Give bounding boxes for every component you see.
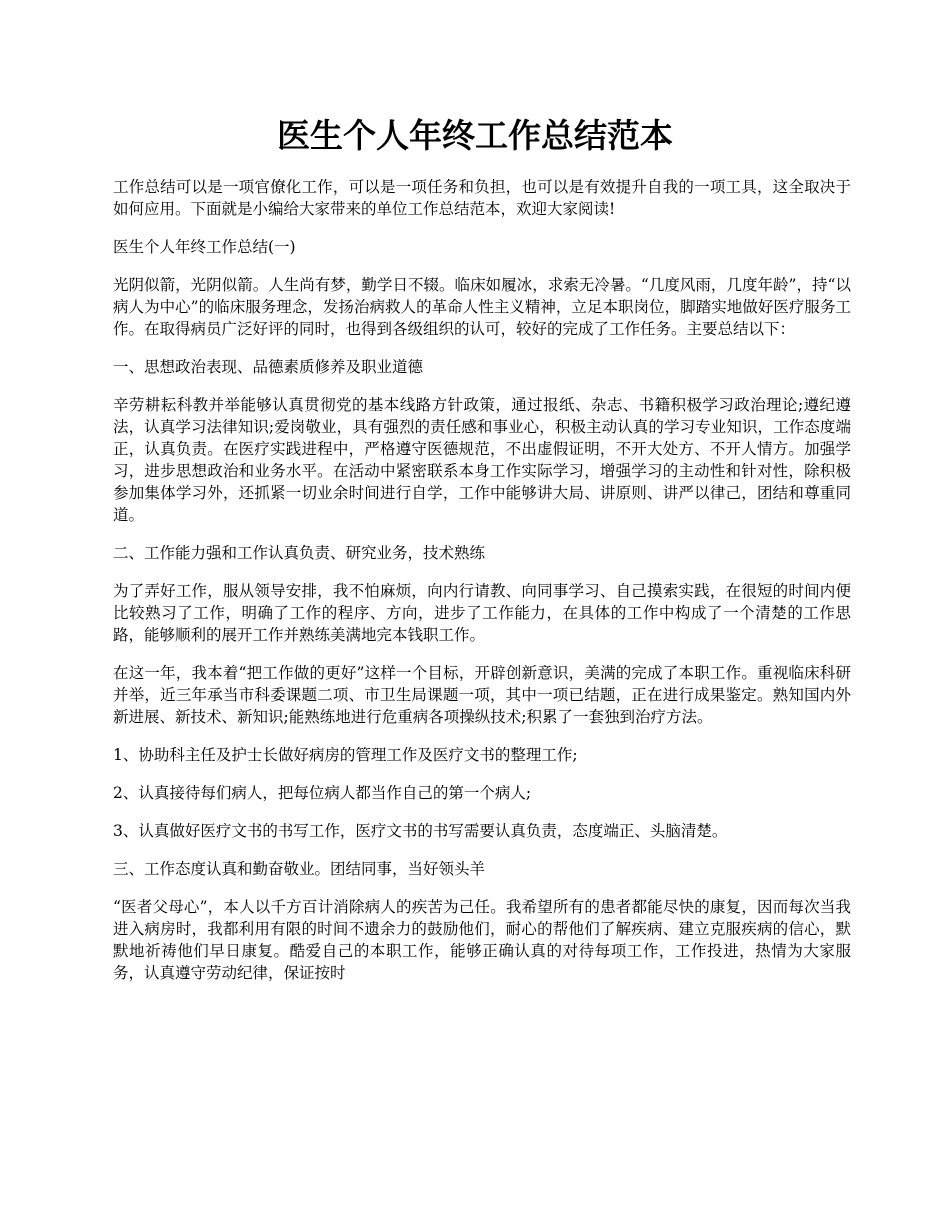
attitude-paragraph: “医者父母心”，本人以千方百计消除病人的疾苦为己任。我希望所有的患者都能尽快的康复，因而每次当我进入病房时，我都利用有限的时间不遗余力的鼓励他们，耐心的帮他们了解疾病、建立克服疾病的信心，默默地祈祷他们早日康复。酷爱自己的本职工作，能够正确认真的对待每项工作，工作投进，热情为大家服务，认真遵守劳动纪律，保证按时 [113,898,851,982]
section-heading-attitude: 三、工作态度认真和勤奋敬业。团结同事，当好领头羊 [113,860,486,878]
year-summary-paragraph: 在这一年，我本着“把工作做的更好”这样一个目标，开辟创新意识，美满的完成了本职工作。重视临床科研并举，近三年承当市科委课题二项、市卫生局课题一项，其中一项已结题，正在进行成果鉴定。熟知国内外新进展、新技术、新知识;能熟练地进行危重病各项操纵技术;积累了一套独到治疗方法。 [113,664,851,726]
ability-paragraph: 为了弄好工作，服从领导安排，我不怕麻烦，向内行请教、向同事学习、自己摸索实践，在很短的时间内便比较熟习了工作，明确了工作的程序、方向，进步了工作能力，在具体的工作中构成了一个清楚的工作思路，能够顺利的展开工作并熟练美满地完本钱职工作。 [113,582,851,644]
section-heading-part-one: 医生个人年终工作总结(一) [113,238,296,256]
document-body [113,176,851,1000]
opening-paragraph: 光阴似箭，光阴似箭。人生尚有梦，勤学日不辍。临床如履冰，求索无冷暑。“几度风雨，几度年龄”，持“以病人为中心”的临床服务理念，发扬治病救人的革命人性主义精神，立足本职岗位，脚踏实地做好医疗服务工作。在取得病员广泛好评的同时，也得到各级组织的认可，较好的完成了工作任务。主要总结以下： [113,276,851,338]
document-title: 医生个人年终工作总结范本 [277,116,673,155]
ethics-paragraph: 辛劳耕耘科教并举能够认真贯彻党的基本线路方针政策，通过报纸、杂志、书籍积极学习政治理论;遵纪遵法，认真学习法律知识;爱岗敬业，具有强烈的责任感和事业心，积极主动认真的学习专业知识，工作态度端正，认真负责。在医疗实践进程中，严格遵守医德规范，不出虚假证明，不开大处方、不开人情方。加强学习，进步思想政治和业务水平。在活动中紧密联系本身工作实际学习，增强学习的主动性和针对性，除积极参加集体学习外，还抓紧一切业余时间进行自学，工作中能够讲大局、讲原则、讲严以律己，团结和尊重同道。 [113,396,851,524]
list-item-3: 3、认真做好医疗文书的书写工作，医疗文书的书写需要认真负责，态度端正、头脑清楚。 [113,822,728,840]
section-heading-ability: 二、工作能力强和工作认真负责、研究业务，技术熟练 [113,544,486,562]
list-item-1: 1、协助科主任及护士长做好病房的管理工作及医疗文书的整理工作; [113,746,578,764]
list-item-2: 2、认真接待每们病人，把每位病人都当作自己的第一个病人; [113,784,532,802]
section-heading-ethics: 一、思想政治表现、品德素质修养及职业道德 [113,358,424,376]
intro-paragraph: 工作总结可以是一项官僚化工作，可以是一项任务和负担，也可以是有效提升自我的一项工具，这全取决于如何应用。下面就是小编给大家带来的单位工作总结范本，欢迎大家阅读! [113,178,851,218]
